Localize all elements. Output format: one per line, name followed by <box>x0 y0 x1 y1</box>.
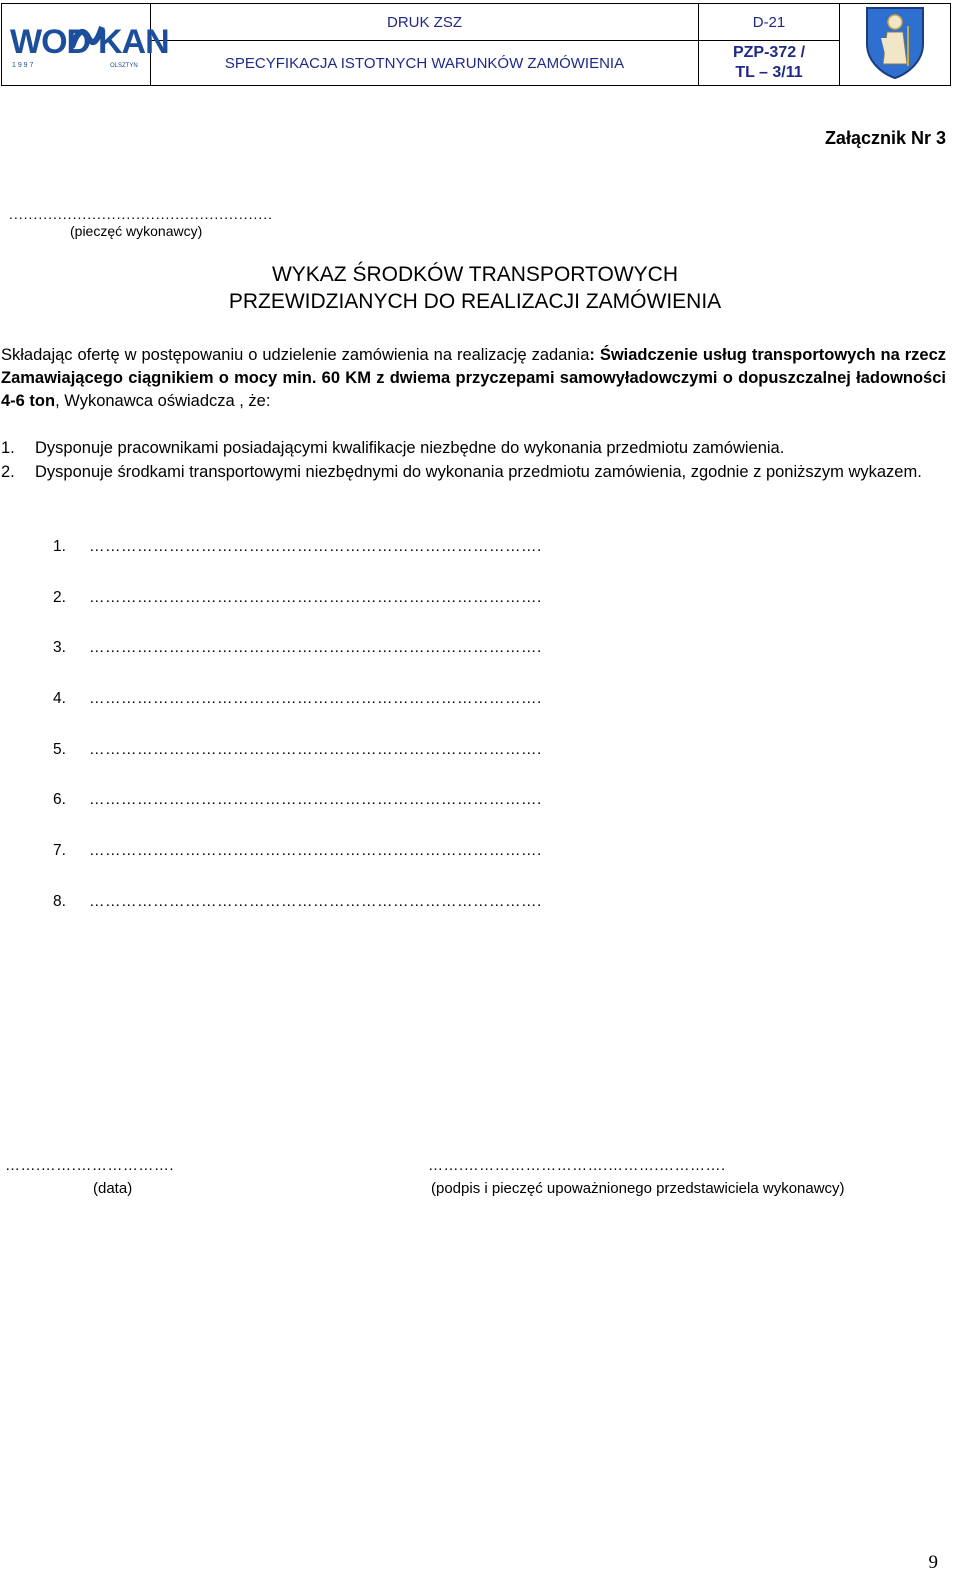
attachment-label: Załącznik Nr 3 <box>824 128 946 148</box>
form-title: SPECYFIKACJA ISTOTNYCH WARUNKÓW ZAMÓWIENIA <box>151 41 699 86</box>
list-number: 3. <box>53 639 66 656</box>
declaration-point <box>1 460 946 484</box>
list-number: 8. <box>53 893 66 910</box>
reference-line-2: TL – 3/11 <box>735 64 803 82</box>
list-line: …………………………………………………………………………. <box>89 690 542 707</box>
list-line: …………………………………………………………………………. <box>89 639 542 656</box>
list-item <box>53 791 542 809</box>
list-line: …………………………………………………………………………. <box>89 538 542 555</box>
point-number: 1. <box>1 439 15 457</box>
list-number: 4. <box>53 690 66 707</box>
intro-bold: : Świadczenie usług transportowych na rzecz Zamawiającego ciągnikiem o mocy min. 60 KM z dwiema przyczepami samowyładowczymi o dopuszczalnej ładowności 4-6 ton <box>1 346 946 410</box>
list-number: 7. <box>53 842 66 859</box>
list-line: …………………………………………………………………………. <box>89 893 542 910</box>
list-number: 1. <box>53 538 66 555</box>
form-code: D-21 <box>699 4 840 41</box>
page-number: 9 <box>928 1552 938 1573</box>
list-item <box>53 893 542 911</box>
stamp-label: (pieczęć wykonawcy) <box>70 223 203 239</box>
date-dots: …….…….………………. <box>5 1157 175 1174</box>
list-number: 6. <box>53 791 66 808</box>
document-header <box>1 3 951 86</box>
reference-line-1: PZP-372 / <box>732 44 806 62</box>
list-item <box>53 589 542 607</box>
logo-city: OLSZTYN <box>110 63 138 69</box>
wodkan-logo <box>2 4 169 86</box>
list-item <box>53 842 542 860</box>
point-text: Dysponuje pracownikami posiadającymi kwalifikacje niezbędne do wykonania przedmiotu zamówienia. <box>35 439 785 457</box>
list-number: 5. <box>53 741 66 758</box>
point-number: 2. <box>1 463 15 481</box>
date-label: (data) <box>93 1180 133 1197</box>
declaration-point <box>1 436 946 460</box>
signature-label: (podpis i pieczęć upoważnionego przedstawiciela wykonawcy) <box>431 1180 845 1197</box>
signature-dots: …….……………………….……….…………. <box>428 1157 726 1174</box>
title-line-1: WYKAZ ŚRODKÓW TRANSPORTOWYCH <box>271 263 679 286</box>
form-type: DRUK ZSZ <box>151 4 699 41</box>
list-line: …………………………………………………………………………. <box>89 589 542 606</box>
list-line: …………………………………………………………………………. <box>89 842 542 859</box>
list-line: …………………………………………………………………………. <box>89 741 542 758</box>
list-item <box>53 639 542 657</box>
stamp-dots: ...................................................... <box>9 206 274 222</box>
form-reference <box>699 41 840 86</box>
logo-year: 1 9 9 7 <box>12 62 34 69</box>
svg-text:KAN: KAN <box>98 23 169 61</box>
list-line: …………………………………………………………………………. <box>89 791 542 808</box>
list-item <box>53 690 542 708</box>
list-item <box>53 741 542 759</box>
crest-cell <box>840 4 951 86</box>
list-item <box>53 538 542 556</box>
coat-of-arms-crest-icon <box>863 4 927 80</box>
svg-text:WOD: WOD <box>10 23 91 61</box>
title-line-2: PRZEWIDZIANYCH DO REALIZACJI ZAMÓWIENIA <box>228 290 722 313</box>
point-text: Dysponuje środkami transportowymi niezbędnymi do wykonania przedmiotu zamówienia, zgodnie z poniższym wykazem. <box>35 463 922 481</box>
declaration-points <box>1 436 946 484</box>
wodkan-logo-icon <box>6 7 169 77</box>
list-number: 2. <box>53 589 66 606</box>
intro-text-1: Składając ofertę w postępowaniu o udzielenie zamówienia na realizację zadania <box>1 346 590 364</box>
intro-paragraph <box>1 344 946 413</box>
intro-text-2: , Wykonawca oświadcza , że: <box>55 392 271 410</box>
